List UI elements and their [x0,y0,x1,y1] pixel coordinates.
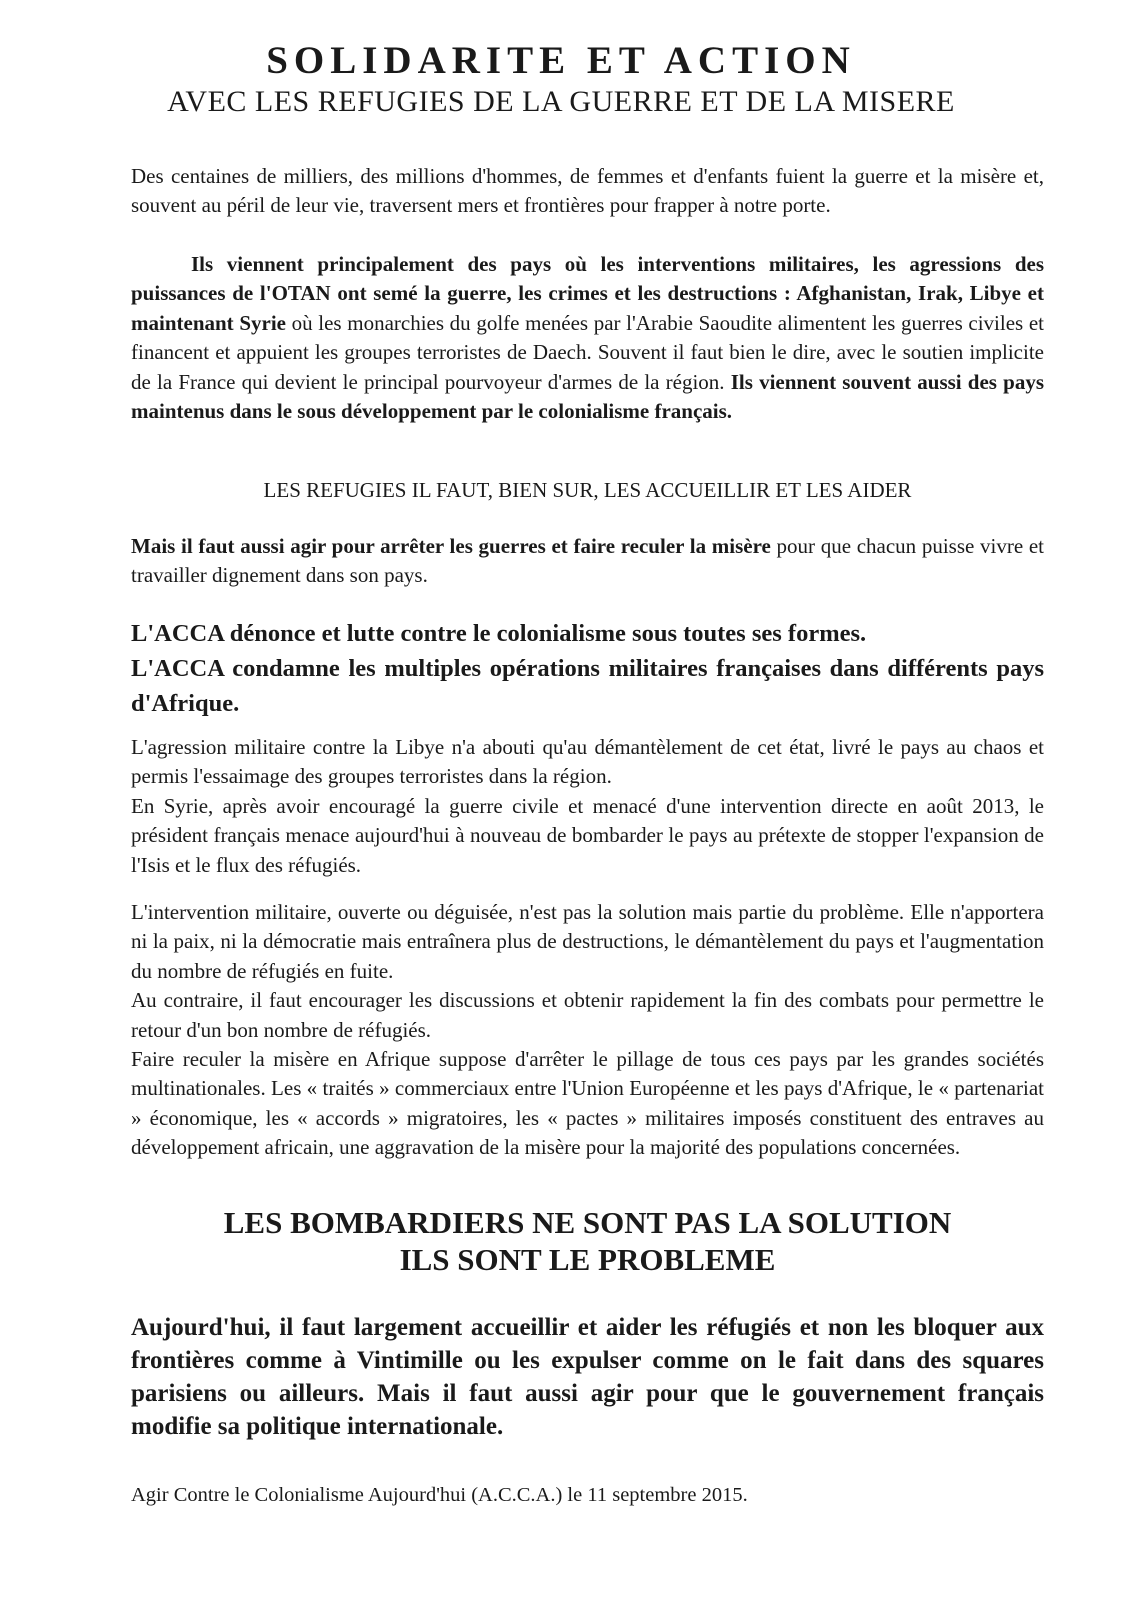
acca-line-1: L'ACCA dénonce et lutte contre le colonialisme sous toutes ses formes. [131,620,867,647]
page-title: SOLIDARITE ET ACTION [266,39,856,82]
intervention-text-3: Faire reculer la misère en Afrique suppose d'arrêter le pillage de tous ces pays par les grandes sociétés multinationales. Les « traités » commerciaux entre l'Union Européenne et les pays d'Afrique, le « partenariat » économique, les « accords » migratoires, les « pactes » militaires imposés constituent des entraves au développement africain, une aggravation de la misère pour la majorité des populations concernées. [131,1047,1044,1160]
origins-bold-tail: Ils viennent souvent aussi des pays maintenus dans le sous développement par le colonialisme français. [131,369,1044,424]
bombers-heading-line-2: ILS SONT LE PROBLEME [399,1242,776,1277]
intro-paragraph [131,162,1044,221]
acca-line-2: L'ACCA condamne les multiples opérations militaires françaises dans différents pays d'Afrique. [131,655,1044,717]
intro-text: Des centaines de milliers, des millions d'hommes, de femmes et d'enfants fuient la guerre et la misère et, souvent au péril de leur vie, traversent mers et frontières pour frapper à notre porte. [131,164,1044,218]
intervention-paragraph [131,898,1044,1163]
origins-bold-lead: Ils viennent principalement des pays où les interventions militaires, les agressions des puissances de l'OTAN ont semé la guerre, les crimes et les destructions : Afghanistan, Irak, Libye et maintenant Syrie [131,252,1044,335]
bombers-heading-line-1: LES BOMBARDIERS NE SONT PAS LA SOLUTION [223,1205,952,1240]
libya-syria-paragraph [131,733,1044,880]
intervention-text-2: Au contraire, il faut encourager les discussions et obtenir rapidement la fin des combats pour permettre le retour d'un bon nombre de réfugiés. [131,988,1044,1042]
acca-statement [131,616,1044,721]
page-subtitle: AVEC LES REFUGIES DE LA GUERRE ET DE LA MISERE [167,85,955,118]
syria-text: En Syrie, après avoir encouragé la guerre civile et menacé d'une intervention directe en août 2013, le président français menace aujourd'hui à nouveau de bombarder le pays au prétexte de stopper l'expansion de l'Isis et le flux des réfugiés. [131,793,1044,877]
bombers-heading [131,1204,1044,1278]
origins-text: où les monarchies du golfe menées par l'Arabie Saoudite alimentent les guerres civiles et financent et appuient les groupes terroristes de Daech. Souvent il faut bien le dire, avec le soutien implicite de la France qui devient le principal pourvoyeur d'armes de la région. [131,310,1045,394]
act-paragraph [131,532,1044,591]
intervention-text-1: L'intervention militaire, ouverte ou déguisée, n'est pas la solution mais partie du problème. Elle n'apportera ni la paix, ni la démocratie mais entraînera plus de destructions, le démantèlement du pays et l'augmentation du nombre de réfugiés en fuite. [131,900,1044,983]
act-text: pour que chacun puisse vivre et travailler dignement dans son pays. [131,534,1044,588]
signature-line: Agir Contre le Colonialisme Aujourd'hui (A.C.C.A.) le 11 septembre 2015. [131,1484,748,1506]
conclusion-paragraph: Aujourd'hui, il faut largement accueillir et aider les réfugiés et non les bloquer aux frontières comme à Vintimille ou les expulser comme on le fait dans des squares parisiens ou ailleurs. Mais il faut aussi agir pour que le gouvernement français modifie sa politique internationale. [131,1314,1044,1440]
origins-paragraph [131,250,1044,426]
libya-text: L'agression militaire contre la Libye n'a abouti qu'au démantèlement de cet état, livré le pays au chaos et permis l'essaimage des groupes terroristes dans la région. [131,735,1044,789]
refugees-heading: LES REFUGIES IL FAUT, BIEN SUR, LES ACCUEILLIR ET LES AIDER [263,478,912,502]
act-bold: Mais il faut aussi agir pour arrêter les guerres et faire reculer la misère [131,534,771,558]
